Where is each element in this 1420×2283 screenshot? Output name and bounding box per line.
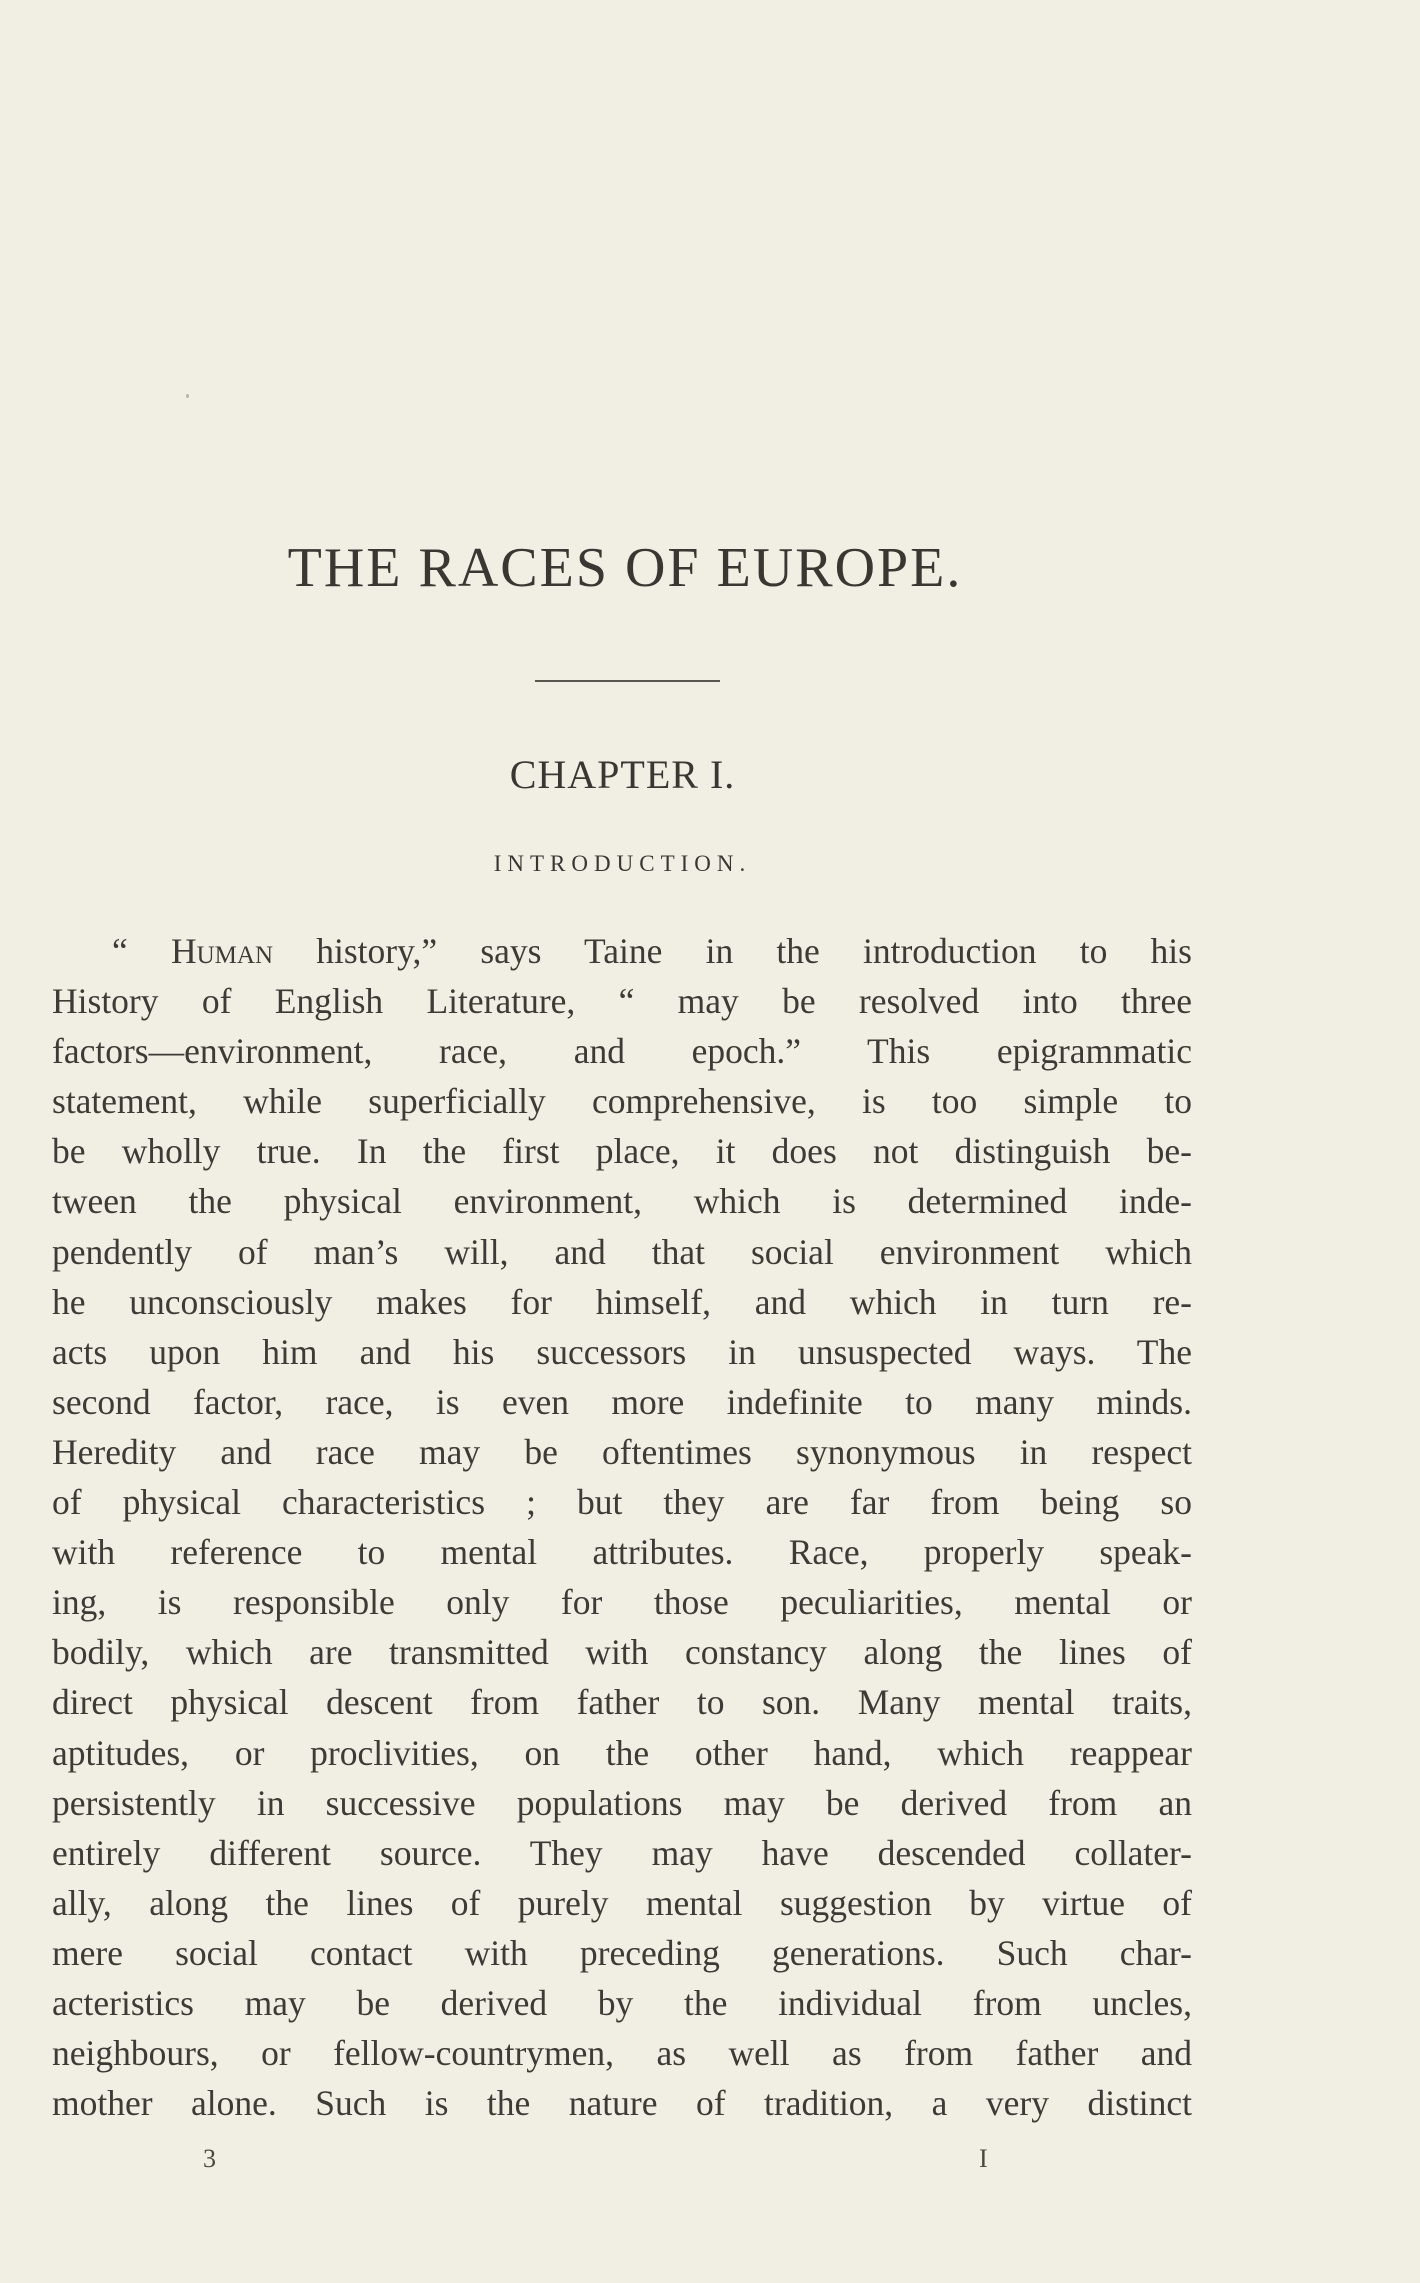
- text-line: factors—environment, race, and epoch.” This epigrammatic: [52, 1031, 1192, 1072]
- text-line: he unconsciously makes for himself, and which in turn re-: [52, 1281, 1192, 1322]
- text-line: Heredity and race may be oftentimes synonymous in respect: [52, 1431, 1192, 1472]
- text-line: persistently in successive populations may be derived from an: [52, 1782, 1192, 1823]
- title-rule: [535, 680, 720, 682]
- text-line: be wholly true. In the first place, it does not distinguish be-: [52, 1131, 1192, 1172]
- text-line: mother alone. Such is the nature of tradition, a very distinct: [52, 2083, 1192, 2124]
- section-heading: INTRODUCTION.: [493, 851, 752, 876]
- paper-speck: [186, 394, 189, 398]
- first-line-rest: history,” says Taine in the introduction to his: [273, 931, 1192, 971]
- page-number: I: [979, 2144, 988, 2173]
- text-line: [52, 926, 1192, 976]
- text-line: second factor, race, is even more indefinite to many minds.: [52, 1381, 1192, 1422]
- open-quote: “: [112, 931, 171, 971]
- book-title: THE RACES OF EUROPE.: [287, 537, 963, 599]
- text-line: History of English Literature, “ may be resolved into three: [52, 981, 1192, 1022]
- text-line: acts upon him and his successors in unsuspected ways. The: [52, 1331, 1192, 1372]
- text-line: direct physical descent from father to son. Many mental traits,: [52, 1682, 1192, 1723]
- opening-word: Human: [170, 931, 273, 971]
- text-line: of physical characteristics ; but they are far from being so: [52, 1482, 1192, 1523]
- text-line: with reference to mental attributes. Race, properly speak-: [52, 1532, 1192, 1573]
- chapter-heading: CHAPTER I.: [509, 752, 736, 797]
- text-line: neighbours, or fellow-countrymen, as well as from father and: [52, 2033, 1192, 2074]
- text-line: entirely different source. They may have descended collater-: [52, 1832, 1192, 1873]
- text-line: acteristics may be derived by the individual from uncles,: [52, 1982, 1192, 2023]
- text-line: ing, is responsible only for those peculiarities, mental or: [52, 1582, 1192, 1623]
- text-line: mere social contact with preceding generations. Such char-: [52, 1932, 1192, 1973]
- text-line: bodily, which are transmitted with constancy along the lines of: [52, 1632, 1192, 1673]
- text-line: ally, along the lines of purely mental suggestion by virtue of: [52, 1882, 1192, 1923]
- text-line: statement, while superficially comprehensive, is too simple to: [52, 1081, 1192, 1122]
- signature-mark: 3: [203, 2144, 216, 2173]
- text-line: tween the physical environment, which is determined inde-: [52, 1181, 1192, 1222]
- text-line: pendently of man’s will, and that social environment which: [52, 1231, 1192, 1272]
- text-line: aptitudes, or proclivities, on the other hand, which reappear: [52, 1732, 1192, 1773]
- body-paragraph: [52, 926, 1192, 2128]
